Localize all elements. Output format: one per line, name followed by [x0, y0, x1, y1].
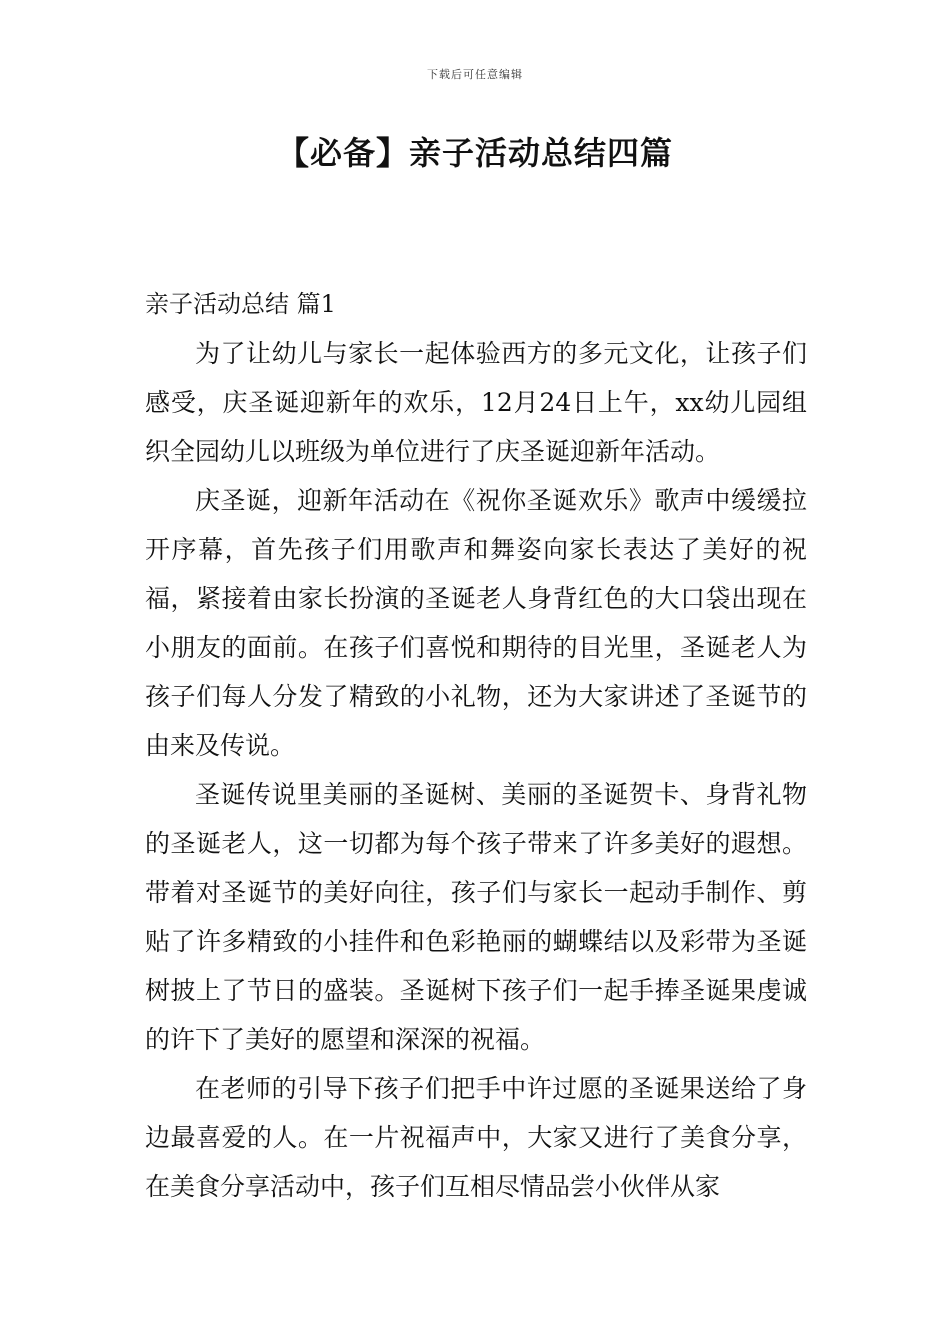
document-body [145, 280, 807, 1211]
paragraph-4: 在老师的引导下孩子们把手中许过愿的圣诞果送给了身边最喜爱的人。在一片祝福声中，大家又进行了美食分享，在美食分享活动中，孩子们互相尽情品尝小伙伴从家 [145, 1074, 807, 1201]
header-note: 下载后可任意编辑 [427, 68, 523, 81]
paragraph-3: 圣诞传说里美丽的圣诞树、美丽的圣诞贺卡、身背礼物的圣诞老人，这一切都为每个孩子带来了许多美好的遐想。带着对圣诞节的美好向往，孩子们与家长一起动手制作、剪贴了许多精致的小挂件和色彩艳丽的蝴蝶结以及彩带为圣诞树披上了节日的盛装。圣诞树下孩子们一起手捧圣诞果虔诚的许下了美好的愿望和深深的祝福。 [145, 780, 807, 1054]
section-heading: 亲子活动总结 篇1 [145, 290, 336, 318]
paragraph-1: 为了让幼儿与家长一起体验西方的多元文化，让孩子们感受，庆圣诞迎新年的欢乐，12月24日上午，xx幼儿园组织全园幼儿以班级为单位进行了庆圣诞迎新年活动。 [145, 339, 807, 466]
paragraph-2: 庆圣诞，迎新年活动在《祝你圣诞欢乐》歌声中缓缓拉开序幕，首先孩子们用歌声和舞姿向家长表达了美好的祝福，紧接着由家长扮演的圣诞老人身背红色的大口袋出现在小朋友的面前。在孩子们喜悦和期待的目光里，圣诞老人为孩子们每人分发了精致的小礼物，还为大家讲述了圣诞节的由来及传说。 [145, 486, 807, 760]
document-title: 【必备】亲子活动总结四篇 [276, 134, 673, 172]
